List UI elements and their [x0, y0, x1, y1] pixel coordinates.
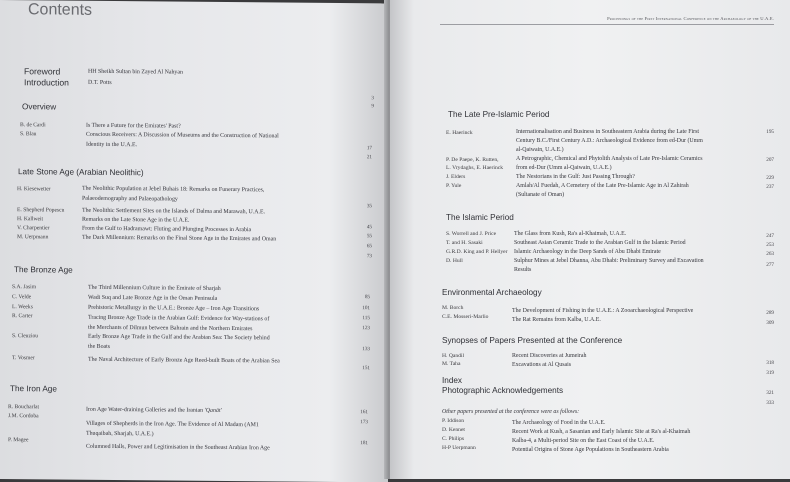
entry-author: H. Kiesewetter — [17, 186, 51, 193]
section-heading-overview: Overview — [22, 102, 57, 112]
entry-title: Internationalisation and Business in Southeastern Arabia during the Late First — [516, 129, 700, 135]
entry-title-cont: Palaeodemography and Palaeopathology — [82, 195, 178, 203]
entry-title-cont: from ed-Dur (Umm al-Qaiwain, U.A.E.) — [516, 165, 612, 171]
index-label: Index — [442, 376, 463, 385]
entry-author: P. De Paepe, K. Rutten, — [446, 157, 499, 163]
entry-page: 247 — [766, 233, 774, 239]
entry-page: 65 — [366, 243, 372, 250]
entry-title: Iron Age Water-draining Galleries and the Iranian 'Qanāt' — [86, 406, 222, 414]
section-heading-islamic: The Islamic Period — [446, 213, 514, 222]
entry-title: The Dark Millennium: Remarks on the Final Stone Age in the Emirates and Oman — [82, 234, 277, 243]
entry-page: 133 — [362, 346, 370, 353]
entry-page: 161 — [360, 409, 368, 416]
entry-title: Conscious Receivers: A Discussion of Museums and the Construction of National — [86, 131, 279, 140]
entry-title-cont: Century B.C./First Century A.D.: Archaeological Evidence from ed-Dur (Umm — [516, 138, 703, 144]
entry-page: 21 — [366, 154, 372, 161]
entry-title-cont: the Merchants of Dilmun between Bahrain and the Northern Emirates — [88, 324, 253, 333]
entry-author: M. Borch — [442, 305, 464, 311]
entry-page: 181 — [360, 440, 368, 447]
entry-author: G.R.D. King and P. Hellyer — [446, 249, 508, 255]
entry-title: The Third Millennium Culture in the Emirate of Sharjah — [88, 284, 221, 292]
entry-author: E. Haerinck — [446, 130, 473, 136]
entry-page: 318 — [766, 360, 774, 366]
entry-title: The Glass from Kush, Ra's al-Khaimah, U.A.E. — [514, 231, 627, 237]
entry-author: C.E. Mosseri-Marlio — [442, 314, 489, 320]
entry-author: P. Iddison — [442, 418, 465, 424]
section-heading-environmental: Environmental Archaeology — [442, 288, 542, 297]
entry-page: 195 — [766, 129, 774, 135]
introduction-page: 9 — [371, 103, 374, 110]
entry-author: T. and H. Sasaki — [446, 240, 483, 246]
entry-title: Islamic Archaeology in the Deep Sands of Abu Dhabi Emirate — [514, 249, 661, 255]
entry-page: 151 — [362, 365, 370, 372]
entry-title: Sulphur Mines at Jebel Dhanna, Abu Dhabi: Preliminary Survey and Excavation — [514, 258, 704, 264]
entry-author: S. Cleuziou — [12, 333, 39, 340]
entry-author: P. Yule — [446, 183, 462, 189]
section-heading-late-stone-age: Late Stone Age (Arabian Neolithic) — [18, 167, 144, 178]
entry-author: V. Charpentier — [17, 225, 50, 232]
entry-title: Southeast Asian Ceramic Trade to the Arabian Gulf in the Islamic Period — [514, 240, 686, 246]
entry-title: Is There a Future for the Emirates' Past? — [86, 122, 181, 130]
entry-title-italic: 'Qanāt' — [204, 407, 222, 414]
entry-page: 229 — [766, 175, 774, 181]
entry-title: The Rat Remains from Kalba, U.A.E. — [512, 317, 601, 323]
index-page: 321 — [766, 390, 774, 396]
entry-page: 45 — [366, 224, 372, 231]
entry-page: 17 — [366, 145, 372, 152]
entry-title: Excavations at Al Qusais — [512, 362, 572, 368]
entry-author: J.M. Cordoba — [8, 413, 39, 420]
entry-title-cont: al-Qaiwain, U.A.E.) — [516, 147, 564, 153]
entry-title: Columned Halls, Power and Legitimisation in the Southeast Arabian Iron Age — [86, 443, 270, 452]
photo-ack-page: 333 — [766, 400, 774, 406]
header-rule — [440, 24, 774, 25]
right-page — [390, 0, 790, 479]
entry-author: J. Elders — [446, 174, 466, 180]
entry-page: 237 — [766, 184, 774, 190]
entry-author: M. Uerpmann — [17, 234, 49, 241]
entry-author: H. Kallweit — [17, 216, 44, 223]
entry-page: 35 — [366, 203, 372, 210]
foreword-text: HH Sheikh Sultan bin Zayed Al Nahyan — [88, 68, 183, 76]
entry-page: 101 — [362, 305, 370, 312]
entry-page: 115 — [362, 315, 370, 322]
introduction-text: D.T. Potts — [88, 79, 112, 86]
foreword-label: Foreword — [24, 66, 61, 77]
entry-title-cont: the Boats — [88, 343, 111, 350]
entry-title: Recent Discoveries at Jumeirah — [512, 353, 587, 359]
entry-page: 85 — [364, 294, 370, 301]
entry-title: Remarks on the Late Stone Age in the U.A.E. — [82, 216, 190, 224]
section-heading-late-pre-islamic: The Late Pre-Islamic Period — [448, 110, 550, 119]
entry-author: C. Philips — [442, 436, 465, 442]
entry-title: Tracing Bronze Age Trade in the Arabian Gulf: Evidence for Way-stations of — [88, 314, 270, 323]
entry-title: Potential Origins of Stone Age Populations in Southeastern Arabia — [512, 447, 669, 453]
entry-author: M. Taha — [442, 361, 461, 367]
entry-title: The Nestorians in the Gulf: Just Passing Through? — [516, 174, 635, 180]
entry-page: 207 — [766, 157, 774, 163]
entry-title: The Neolithic Population at Jebel Buhais 18: Remarks on Funerary Practices, — [82, 185, 265, 194]
entry-author: R. Carter — [12, 313, 33, 320]
left-page — [0, 0, 388, 482]
page-title: Contents — [28, 1, 93, 19]
entry-title: Recent Work at Kush, a Sasanian and Early Islamic Site at Ra's al-Khaimah — [512, 429, 691, 435]
entry-page: 173 — [360, 419, 368, 426]
entry-title: Villages of Shepherds in the Iron Age. The Evidence of Al Madam (AM1 — [86, 420, 259, 429]
entry-author: S.A. Jasim — [12, 284, 37, 291]
entry-title: Kalba-4, a Multi-period Site on the East Coast of the U.A.E. — [512, 438, 655, 444]
entry-title-cont: Results — [514, 267, 532, 273]
entry-title-cont: (Sultanate of Oman) — [516, 192, 565, 198]
entry-author: H-P Uerpmann — [442, 445, 476, 451]
entry-author: C. Velde — [12, 294, 32, 301]
entry-page: 277 — [766, 262, 774, 268]
entry-title: Wadi Suq and Late Bronze Age in the Oman Peninsula — [88, 294, 218, 302]
entry-title: The Neolithic Settlement Sites on the Islands of Dalma and Marawah, U.A.E. — [82, 207, 266, 216]
entry-page: 55 — [366, 233, 372, 240]
foreword-page: 3 — [371, 95, 374, 102]
entry-title: The Archaeology of Food in the U.A.E. — [512, 420, 606, 426]
section-heading-bronze-age: The Bronze Age — [14, 265, 73, 275]
entry-page: 289 — [766, 310, 774, 316]
other-papers-intro: Other papers presented at the conference were as follows: — [442, 409, 580, 415]
entry-title: Prehistoric Metallurgy in the U.A.E.: Bronze Age – Iron Age Transitions — [88, 304, 260, 313]
entry-page: 319 — [766, 370, 774, 376]
entry-author: R. Boucharlat — [8, 404, 40, 411]
entry-title: A Petrographic, Chemical and Phytolith Analysis of Late Pre-Islamic Ceramics — [516, 156, 703, 162]
running-head: Proceedings of the First International Conference on the Archaeology of the U.A.E. — [607, 16, 774, 21]
entry-title: Early Bronze Age Trade in the Gulf and the Arabian Sea: The Society behind — [88, 333, 270, 342]
introduction-label: Introduction — [24, 77, 69, 88]
entry-page: 73 — [366, 253, 372, 260]
entry-author: H. Qandil — [442, 353, 465, 359]
entry-title: The Naval Architecture of Early Bronze Age Reed-built Boats of the Arabian Sea — [88, 356, 280, 365]
entry-page: 263 — [766, 251, 774, 257]
entry-title: The Development of Fishing in the U.A.E.: A Zooarchaeological Perspective — [512, 308, 694, 314]
entry-title-cont: Identity in the U.A.E. — [86, 141, 138, 149]
entry-page: 123 — [362, 325, 370, 332]
section-heading-synopses: Synopses of Papers Presented at the Conference — [442, 336, 623, 345]
entry-author: D. Kennet — [442, 427, 465, 433]
photo-ack-label: Photographic Acknowledgements — [442, 386, 564, 395]
entry-author: S. Worrell and J. Price — [446, 231, 497, 237]
entry-title: From the Gulf to Hadramawt: Fluting and Plunging Processes in Arabia — [82, 225, 252, 234]
entry-author: E. Shepherd Popescu — [17, 207, 65, 214]
entry-author: D. Hull — [446, 258, 463, 264]
entry-author: L. Weeks — [12, 304, 33, 311]
section-heading-iron-age: The Iron Age — [10, 384, 57, 394]
entry-page: 309 — [766, 320, 774, 326]
entry-page: 253 — [766, 242, 774, 248]
entry-author: S. Blau — [20, 131, 37, 138]
entry-title: Amlah/Al Fuedah, A Cemetery of the Late Pre-Islamic Age in Al Zahirah — [516, 183, 689, 189]
entry-author-cont: L. Vrydaghs, E. Haerinck — [446, 165, 504, 171]
entry-author: T. Vosmer — [12, 355, 35, 362]
entry-author: B. de Cardi — [20, 122, 46, 129]
entry-title-cont: Thuqaibah, Sharjah, U.A.E.) — [86, 430, 154, 438]
entry-author: P. Magee — [8, 437, 29, 444]
